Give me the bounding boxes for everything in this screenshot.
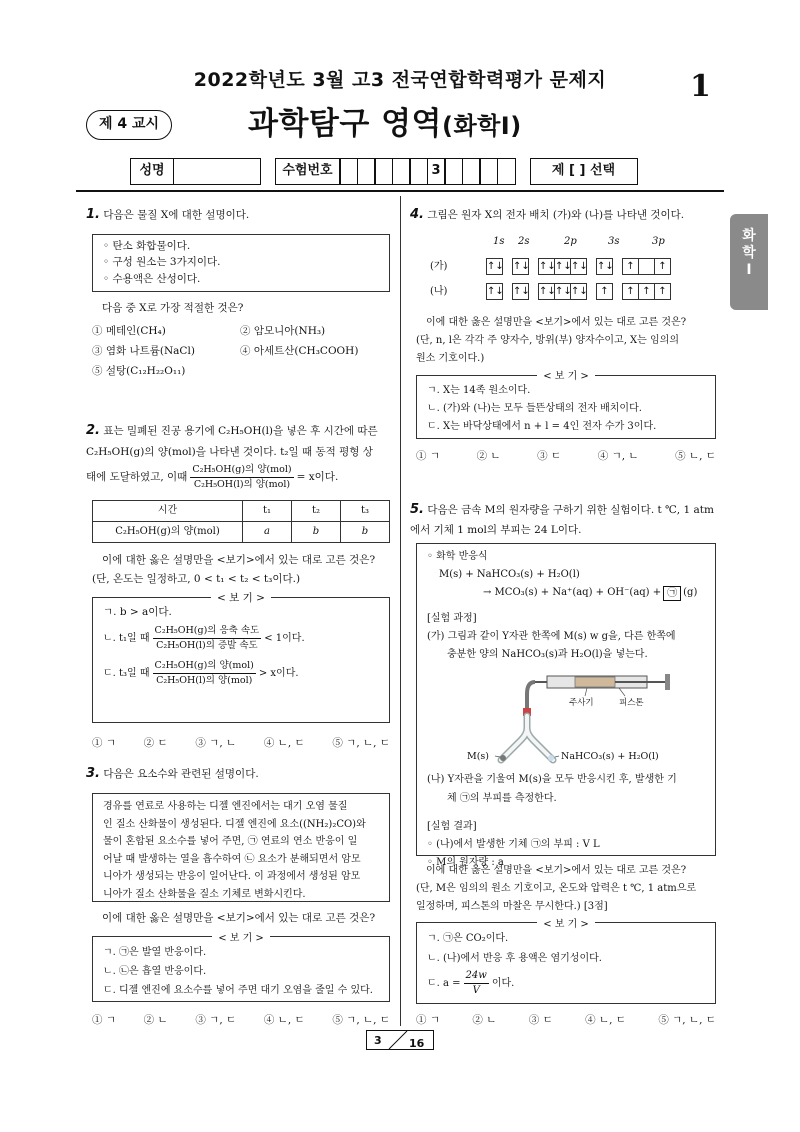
choice-5[interactable]: ⑤ 설탕(C₁₂H₂₂O₁₁) <box>92 365 186 377</box>
current-page: 3 <box>374 1034 382 1047</box>
question-5 <box>410 500 722 540</box>
info-line: ◦ 구성 원소는 3가지이다. <box>103 256 221 269</box>
table-row-label: C₂H₅OH(g)의 양(mol) <box>93 522 243 543</box>
question-number: 5. <box>410 502 424 517</box>
period-badge: 제 4 교시 <box>86 110 172 140</box>
orbital-label: 2s <box>518 236 530 247</box>
exam-no-box[interactable] <box>497 158 516 185</box>
subject-title <box>248 100 522 148</box>
question-4 <box>410 205 720 225</box>
choice-3[interactable]: ③ ㄱ, ㄷ <box>195 1014 237 1026</box>
choice-4[interactable]: ④ ㄱ, ㄴ <box>597 450 639 462</box>
metal-label: M(s) <box>467 751 490 762</box>
orbital-box <box>638 258 655 275</box>
orbital-box: ↑↓ <box>596 258 613 275</box>
table-header: t₂ <box>292 501 341 522</box>
choice-selection[interactable]: 제 [ ] 선택 <box>530 158 638 185</box>
orbital-box: ↑↓ <box>570 258 587 275</box>
denominator: C₂H₅OH(l)의 양(mol) <box>156 675 253 687</box>
bogi-item <box>427 969 705 998</box>
question-text: (단, 온도는 일정하고, 0 < t₁ < t₂ < t₃이다.) <box>92 573 301 585</box>
reaction-label: ◦ 화학 반응식 <box>427 551 488 562</box>
denominator: C₂H₅OH(l)의 증발 속도 <box>156 640 258 652</box>
reaction-text: → MCO₃(s) + Na⁺(aq) + OH⁻(aq) + <box>483 587 662 598</box>
name-label: 성명 <box>130 158 174 185</box>
passage-line: 어날 때 발생하는 열을 흡수하여 ㉡ 요소가 분해되면서 암모 <box>103 853 361 865</box>
procedure-line: (나) Y자관을 기울여 M(s)을 모두 반응시킨 후, 발생한 기 <box>427 774 677 785</box>
choice-2[interactable]: ② 암모니아(NH₃) <box>240 325 326 337</box>
question-1 <box>86 205 392 225</box>
procedure-line: 충분한 양의 NaHCO₃(s)과 H₂O(l)을 넣는다. <box>447 649 648 660</box>
passage-line: 인 질소 산화물이 생성된다. 디젤 엔진에 요소((NH₂)₂CO)와 <box>103 818 366 830</box>
page-counter <box>366 1030 434 1050</box>
exam-no-box[interactable] <box>374 158 393 185</box>
numerator: C₂H₅OH(g)의 양(mol) <box>153 659 256 674</box>
bogi-title-text: < 보 기 > <box>537 371 595 382</box>
bogi-text: 이다. <box>491 977 515 989</box>
procedure-label: [실험 과정] <box>427 613 477 624</box>
choice-1[interactable]: ① 메테인(CH₄) <box>92 325 166 337</box>
question-text: 이에 대한 옳은 설명만을 <보기>에서 있는 대로 고른 것은? <box>426 865 687 876</box>
orbital-label: 1s <box>493 236 505 247</box>
orbital-box: ↑↓ <box>486 283 503 300</box>
subject-main: 과학탐구 영역 <box>248 106 442 142</box>
passage-line: 니아가 질소 산화물을 질소 기체로 변화시킨다. <box>103 888 306 900</box>
reaction-line: M(s) + NaHCO₃(s) + H₂O(l) <box>439 569 580 580</box>
orbital-label: 2p <box>564 236 577 247</box>
question-number: 3. <box>86 766 100 781</box>
q5-experiment-box <box>416 543 716 868</box>
q4-bogi-box <box>416 371 716 439</box>
orbital-label: 3s <box>608 236 620 247</box>
question-stem: 그림은 원자 X의 전자 배치 (가)와 (나)를 나타낸 것이다. <box>427 209 685 221</box>
question-stem: 에서 기체 1 mol의 부피는 24 L이다. <box>410 524 582 536</box>
total-pages: 16 <box>409 1037 425 1050</box>
bogi-text: ㄷ. t₃일 때 <box>103 668 150 680</box>
bogi-item: ㄴ. (가)와 (나)는 모두 들뜬상태의 전자 배치이다. <box>427 403 642 414</box>
fraction <box>153 624 262 653</box>
numerator: C₂H₅OH(g)의 양(mol) <box>190 463 293 478</box>
q4-question <box>416 314 720 368</box>
page-number: 1 <box>690 69 711 104</box>
choice-1[interactable]: ① ㄱ <box>416 450 440 462</box>
reaction-blank: ㉠ <box>663 586 681 601</box>
q3-question: 이에 대한 옳은 설명만을 <보기>에서 있는 대로 고른 것은? <box>102 912 376 924</box>
orbital-box: ↑↓ <box>512 283 529 300</box>
reaction-line <box>427 584 705 602</box>
choice-3[interactable]: ③ ㄷ <box>537 450 562 462</box>
choice-1[interactable]: ① ㄱ <box>416 1014 440 1026</box>
bogi-title-text: < 보 기 > <box>537 919 595 930</box>
orbital-box: ↑↓ <box>554 258 571 275</box>
question-stem: 태에 도달하였고, 이때 <box>86 471 188 483</box>
bogi-item: ㄱ. ㉠은 CO₂이다. <box>427 933 509 944</box>
bogi-text: ㄴ. t₁일 때 <box>103 633 150 645</box>
bogi-title <box>417 368 715 386</box>
q4-choices <box>416 448 716 464</box>
side-tab-char: 학 <box>742 245 756 261</box>
row-label: (나) <box>430 285 448 297</box>
choice-3[interactable]: ③ ㄷ <box>528 1014 553 1026</box>
choice-3[interactable]: ③ ㄱ, ㄴ <box>195 737 237 749</box>
table-header: t₃ <box>341 501 390 522</box>
info-line: ◦ 탄소 화합물이다. <box>103 240 191 252</box>
bogi-title-text: < 보 기 > <box>211 592 271 604</box>
reaction-text: (g) <box>683 587 698 598</box>
choice-5[interactable]: ⑤ ㄱ, ㄴ, ㄷ <box>332 737 390 749</box>
table-cell: a <box>243 522 292 543</box>
syringe-label: 주사기 <box>569 698 594 708</box>
q2-choices <box>92 735 390 751</box>
bogi-title-text: < 보 기 > <box>212 933 270 944</box>
q1-question: 다음 중 X로 가장 적절한 것은? <box>102 302 244 314</box>
exam-no-box[interactable] <box>409 158 428 185</box>
question-text: 일정하며, 피스톤의 마찰은 무시한다.) [3점] <box>416 901 608 912</box>
side-tab-char: Ⅰ <box>746 262 752 278</box>
q5-choices <box>416 1012 716 1028</box>
bogi-title <box>93 929 389 948</box>
q1-choices <box>92 321 392 381</box>
bogi-text: > x이다. <box>258 668 299 680</box>
q3-bogi-box <box>92 933 390 1002</box>
choice-4[interactable]: ④ ㄴ, ㄷ <box>263 737 305 749</box>
exam-no-label: 수험번호 <box>275 158 341 185</box>
procedure-line: 체 ㉠의 부피를 측정한다. <box>447 793 557 804</box>
choice-4[interactable]: ④ ㄴ, ㄷ <box>263 1014 305 1026</box>
result-line: ◦ M의 원자량 : a <box>427 857 504 868</box>
bogi-item <box>103 624 379 653</box>
piston-label: 피스톤 <box>619 698 644 708</box>
procedure-line: (가) 그림과 같이 Y자관 한쪽에 M(s) w g을, 다른 한쪽에 <box>427 631 676 642</box>
question-3 <box>86 764 259 784</box>
orbital-box: ↑↓ <box>538 258 555 275</box>
bogi-item: ㄱ. X는 14족 원소이다. <box>427 385 531 396</box>
result-label: [실험 결과] <box>427 821 477 832</box>
fraction <box>464 969 489 998</box>
bogi-item: ㄷ. 디젤 엔진에 요소수를 넣어 주면 대기 오염을 줄일 수 있다. <box>103 985 373 996</box>
choice-5[interactable]: ⑤ ㄱ, ㄴ, ㄷ <box>332 1014 390 1026</box>
bogi-item: ㄴ. ㉡은 흡열 반응이다. <box>103 966 207 977</box>
q3-passage-box <box>92 793 390 902</box>
header-divider <box>76 190 724 192</box>
exam-no-box[interactable] <box>462 158 481 185</box>
bogi-title <box>417 915 715 935</box>
q5-question <box>416 862 720 916</box>
orbital-label: 3p <box>652 236 665 247</box>
choice-3[interactable]: ③ 염화 나트륨(NaCl) <box>92 345 195 357</box>
reagent-label: NaHCO₃(s) + H₂O(l) <box>561 751 659 762</box>
table-header: t₁ <box>243 501 292 522</box>
bogi-item: ㄷ. X는 바닥상태에서 n + l = 4인 전자 수가 3이다. <box>427 421 657 432</box>
info-line: ◦ 수용액은 산성이다. <box>103 272 201 285</box>
y-tube-apparatus <box>427 664 705 770</box>
choice-5[interactable]: ⑤ ㄱ, ㄴ, ㄷ <box>658 1014 716 1026</box>
orbital-box: ↑↓ <box>570 283 587 300</box>
exam-no-box[interactable] <box>392 158 411 185</box>
denominator: V <box>472 985 480 996</box>
column-divider <box>400 196 401 1026</box>
bogi-title <box>93 590 389 606</box>
orbital-box: ↑ <box>622 258 639 275</box>
question-number: 1. <box>86 207 100 222</box>
orbital-box: ↑ <box>638 283 655 300</box>
side-tab-char: 화 <box>742 228 756 244</box>
config-row-ga <box>416 258 716 275</box>
q4-orbital-diagram <box>416 234 716 300</box>
exam-no-box[interactable] <box>339 158 358 185</box>
subject-side-tab <box>730 214 768 310</box>
choice-2[interactable]: ② ㄴ <box>472 1014 497 1026</box>
q2-question <box>92 551 392 589</box>
fraction <box>190 463 293 492</box>
question-stem: C₂H₅OH(g)의 양(mol)을 나타낸 것이다. t₂일 때 동적 평형 상 <box>86 446 373 458</box>
orbital-box: ↑ <box>654 258 671 275</box>
orbital-box: ↑ <box>596 283 613 300</box>
bogi-item: ㄱ. ㉠은 발열 반응이다. <box>103 947 207 958</box>
orbital-box: ↑↓ <box>538 283 555 300</box>
exam-title: 2022학년도 3월 고3 전국연합학력평가 문제지 <box>193 69 607 91</box>
name-field[interactable] <box>173 158 261 185</box>
choice-2[interactable]: ② ㄴ <box>476 450 501 462</box>
choice-5[interactable]: ⑤ ㄴ, ㄷ <box>675 450 716 462</box>
question-text: 이에 대한 옳은 설명만을 <보기>에서 있는 대로 고른 것은? <box>426 317 687 328</box>
exam-no-digit: 3 <box>427 158 446 185</box>
question-stem: = x이다. <box>296 471 339 483</box>
q5-bogi-box <box>416 919 716 1004</box>
exam-no-box[interactable] <box>357 158 376 185</box>
question-stem: 다음은 금속 M의 원자량을 구하기 위한 실험이다. t ℃, 1 atm <box>427 504 714 516</box>
table-cell: b <box>292 522 341 543</box>
question-stem: 다음은 요소수와 관련된 설명이다. <box>103 768 259 780</box>
choice-4[interactable]: ④ 아세트산(CH₃COOH) <box>240 345 359 357</box>
passage-line: 경유를 연료로 사용하는 디젤 엔진에서는 대기 오염 물질 <box>103 801 348 812</box>
question-number: 2. <box>86 423 100 438</box>
choice-1[interactable]: ① ㄱ <box>92 1014 116 1026</box>
question-stem: 표는 밀폐된 진공 용기에 C₂H₅OH(l)을 넣은 후 시간에 따른 <box>103 425 378 437</box>
q2-data-table <box>92 500 390 543</box>
denominator: C₂H₅OH(l)의 양(mol) <box>193 479 291 490</box>
q2-bogi-box <box>92 592 390 723</box>
candidate-info-row <box>130 158 638 185</box>
orbital-box: ↑ <box>654 283 671 300</box>
numerator: C₂H₅OH(g)의 응축 속도 <box>153 624 262 639</box>
bogi-item: ㄴ. (나)에서 반응 후 용액은 염기성이다. <box>427 953 602 964</box>
q3-choices <box>92 1012 390 1028</box>
question-text: (단, n, l은 각각 주 양자수, 방위(부) 양자수이고, X는 임의의 <box>416 335 679 346</box>
bogi-item <box>103 659 379 688</box>
orbital-box: ↑↓ <box>554 283 571 300</box>
orbital-box: ↑↓ <box>486 258 503 275</box>
table-header: 시간 <box>93 501 243 522</box>
question-text: 이에 대한 옳은 설명만을 <보기>에서 있는 대로 고른 것은? <box>102 554 376 566</box>
row-label: (가) <box>430 260 448 272</box>
exam-no-box[interactable] <box>479 158 498 185</box>
bogi-text: ㄷ. a = <box>427 977 461 989</box>
table-cell: b <box>341 522 390 543</box>
orbital-box: ↑↓ <box>512 258 529 275</box>
subject-sub: (화학Ⅰ) <box>441 112 522 140</box>
passage-line: 물이 혼합된 요소수를 넣어 주면, ㉠ 연료의 연소 반응이 일 <box>103 836 358 847</box>
question-stem: 다음은 물질 X에 대한 설명이다. <box>103 209 250 221</box>
orbital-labels <box>416 234 716 252</box>
choice-1[interactable]: ① ㄱ <box>92 737 116 749</box>
question-text: (단, M은 임의의 원소 기호이고, 온도와 압력은 t ℃, 1 atm으로 <box>416 883 697 894</box>
q1-info-box <box>92 234 390 292</box>
choice-4[interactable]: ④ ㄴ, ㄷ <box>585 1014 626 1026</box>
exam-no-box[interactable] <box>444 158 463 185</box>
choice-2[interactable]: ② ㄷ <box>143 737 168 749</box>
result-line: ◦ (나)에서 발생한 기체 ㉠의 부피 : V L <box>427 839 600 850</box>
question-number: 4. <box>410 207 424 222</box>
question-2 <box>86 420 392 492</box>
orbital-box: ↑ <box>622 283 639 300</box>
bogi-item: ㄱ. b > a이다. <box>103 606 172 618</box>
numerator: 24w <box>464 969 489 984</box>
passage-line: 니아가 생성되는 반응이 일어난다. 이 과정에서 생성된 암모 <box>103 871 361 882</box>
bogi-text: < 1이다. <box>264 633 305 645</box>
choice-2[interactable]: ② ㄴ <box>143 1014 168 1026</box>
question-text: 원소 기호이다.) <box>416 353 485 364</box>
fraction <box>153 659 256 688</box>
config-row-na <box>416 283 716 300</box>
